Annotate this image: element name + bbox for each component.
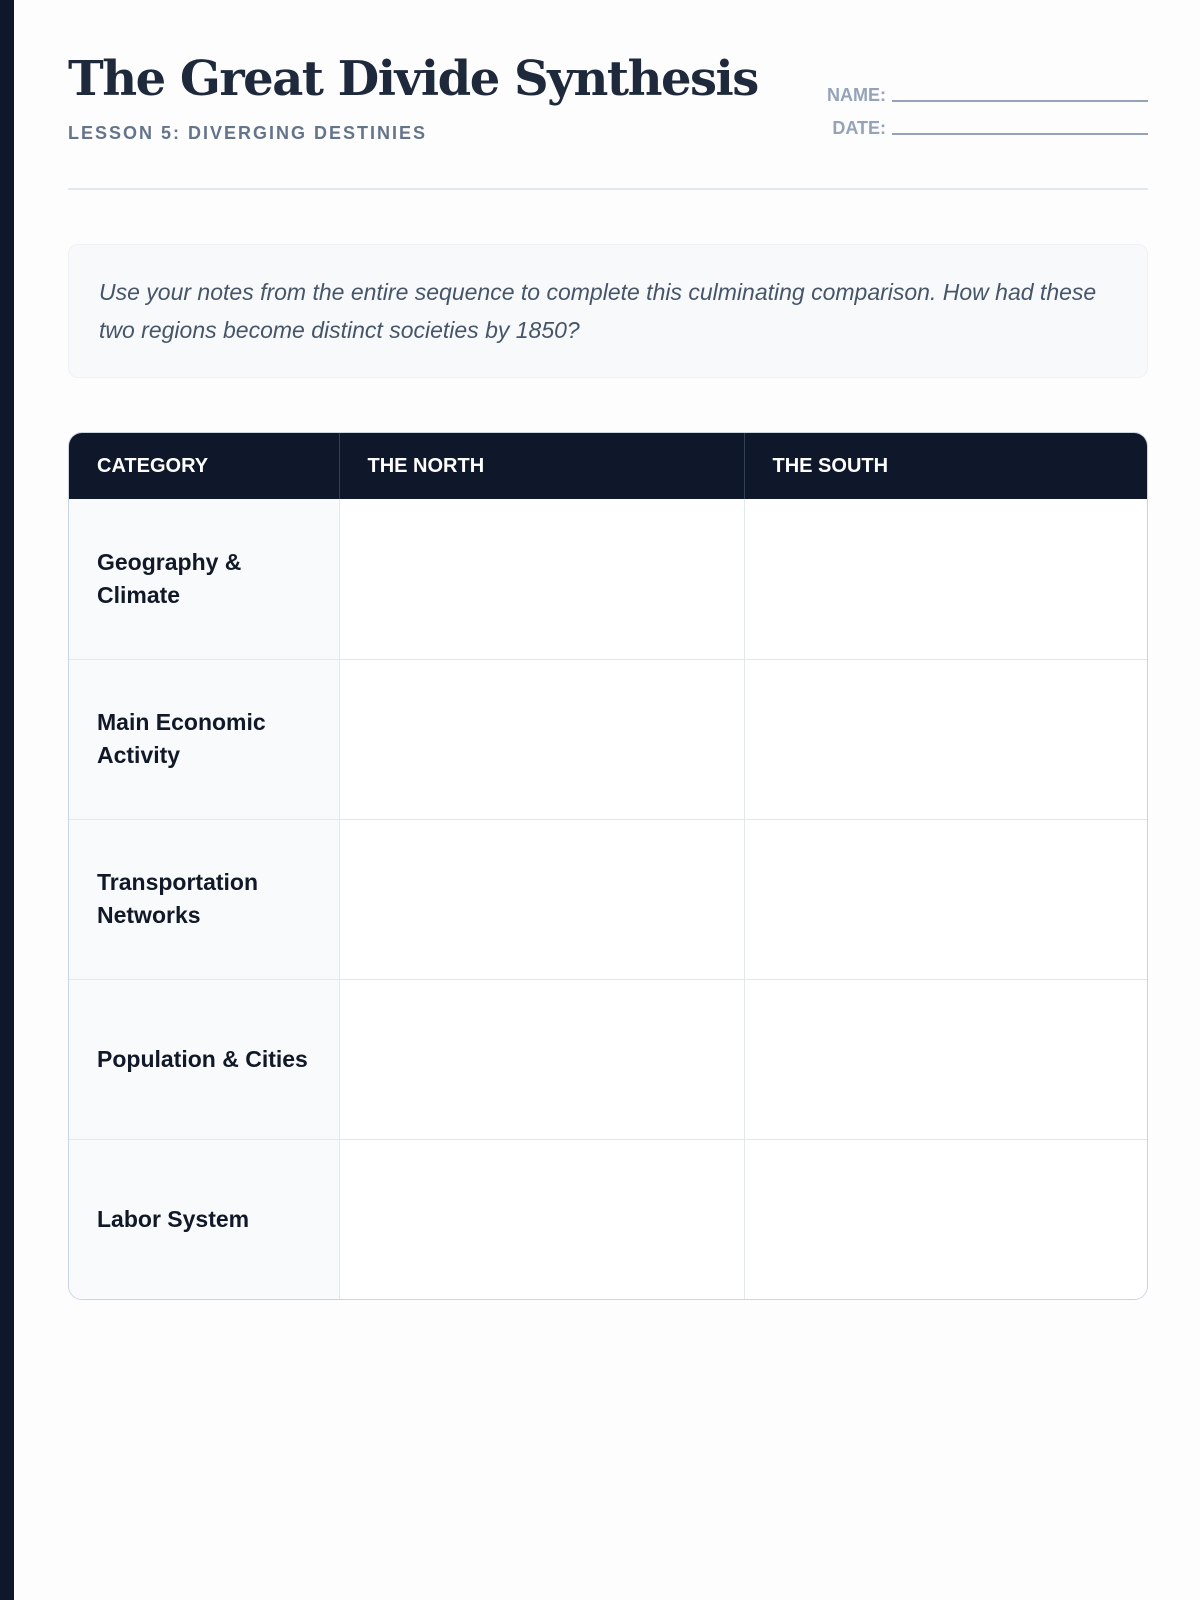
name-blank-line[interactable] (892, 100, 1148, 102)
south-response-cell[interactable] (744, 819, 1148, 979)
lesson-subtitle: LESSON 5: DIVERGING DESTINIES (68, 123, 428, 143)
south-response-cell[interactable] (744, 1139, 1148, 1299)
worksheet-header (68, 0, 1148, 190)
north-response-cell[interactable] (339, 1139, 744, 1299)
date-field (808, 119, 1148, 137)
category-cell: Geography & Climate (69, 499, 339, 659)
category-cell: Transportation Networks (69, 819, 339, 979)
comparison-table (68, 432, 1148, 1300)
page-title: The Great Divide Synthesis (68, 51, 758, 107)
column-header-north: THE NORTH (339, 433, 744, 499)
table-row (69, 819, 1148, 979)
table-header-row (69, 433, 1148, 499)
worksheet-page (68, 0, 1148, 1232)
name-label: NAME: (827, 85, 886, 105)
table-row (69, 979, 1148, 1139)
table-row (69, 499, 1148, 659)
category-cell: Labor System (69, 1139, 339, 1299)
north-response-cell[interactable] (339, 819, 744, 979)
table-row (69, 1139, 1148, 1299)
south-response-cell[interactable] (744, 979, 1148, 1139)
name-field (808, 86, 1148, 104)
date-blank-line[interactable] (892, 133, 1148, 135)
category-cell: Population & Cities (69, 979, 339, 1139)
instructions-text: Use your notes from the entire sequence to complete this culminating comparison. How had these two regions become distinct societies by 1850? (99, 279, 1097, 343)
date-label: DATE: (832, 118, 886, 138)
south-response-cell[interactable] (744, 659, 1148, 819)
instructions-box (68, 244, 1148, 378)
column-header-category: CATEGORY (69, 433, 339, 499)
comparison-grid (69, 433, 1148, 1299)
category-cell: Main Economic Activity (69, 659, 339, 819)
column-header-south: THE SOUTH (744, 433, 1148, 499)
north-response-cell[interactable] (339, 499, 744, 659)
north-response-cell[interactable] (339, 979, 744, 1139)
side-accent-bar (0, 0, 14, 1600)
table-row (69, 659, 1148, 819)
south-response-cell[interactable] (744, 499, 1148, 659)
table-header (69, 433, 1148, 499)
north-response-cell[interactable] (339, 659, 744, 819)
table-body (69, 499, 1148, 1299)
